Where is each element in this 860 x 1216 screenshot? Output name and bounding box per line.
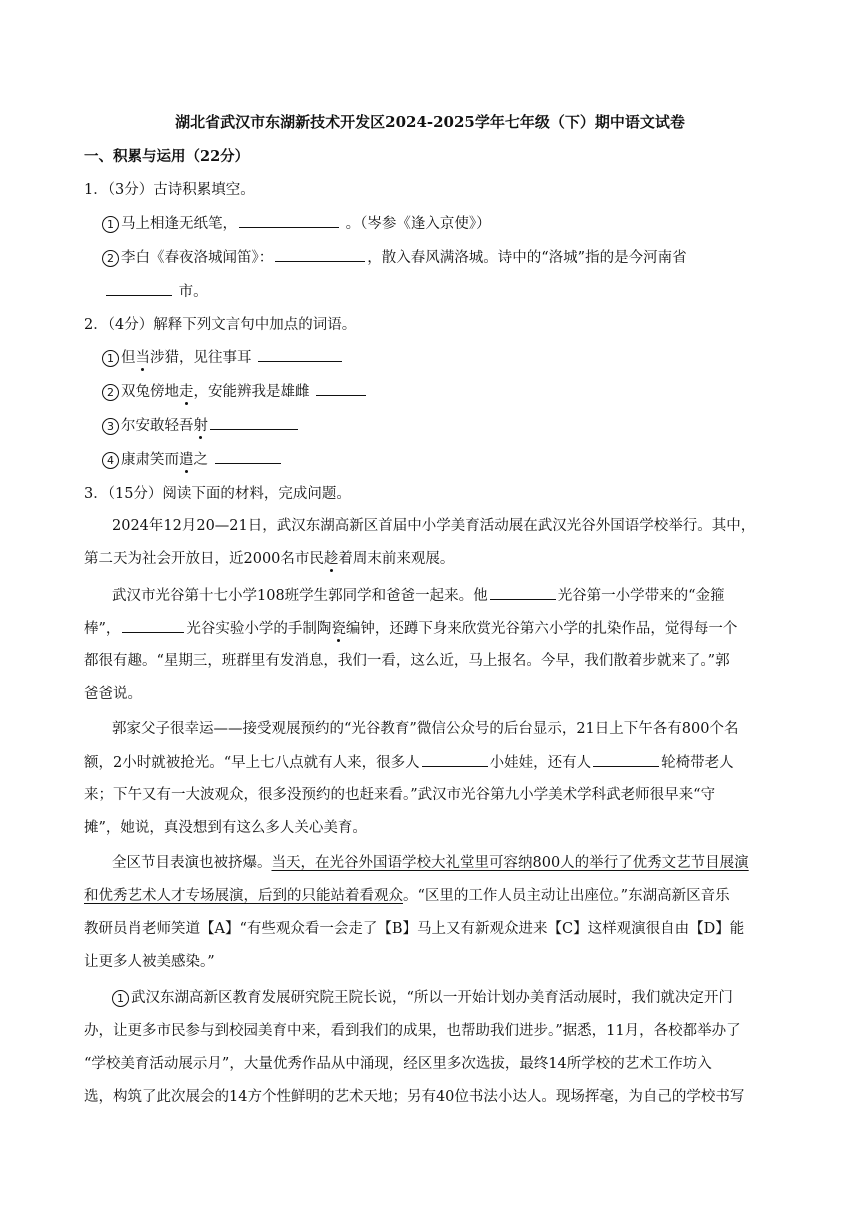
item-text: 尔安敢轻吾 [121,418,194,434]
answer-blank[interactable] [258,347,342,362]
paragraph-text: 光谷实验小学的手制陶 [186,621,332,637]
exam-title: 湖北省武汉市东湖新技术开发区2024-2025学年七年级（下）期中语文试卷 [175,113,685,131]
item-text: ，散入春风满洛城。诗中的“洛城”指的是今河南省 [367,250,687,266]
question-1-stem: 1．（3分）古诗积累填空。 [84,182,255,198]
paragraph-3-line: 来；下午又有一大波观众，很多没预约的也赶来看。”武汉市光谷第九小学美术学科武老师很早来“守 [84,787,716,803]
paragraph-4-line: 让更多人被美感染。” [84,954,215,970]
paragraph-text: 小娃娃，还有人 [489,755,592,771]
paragraph-text: 着周末前来观展。 [338,551,455,567]
dotted-word: 趁 [323,551,339,567]
answer-blank[interactable] [239,213,339,228]
paragraph-5-line: 办，让更多市民参与到校园美育中来，看到我们的成果，也帮助我们进步。”据悉，11月，各校都举办了 [84,1023,741,1039]
paragraph-5-line: “学校美育活动展示月”，大量优秀作品从中涌现，经区里多次选拔，最终14所学校的艺术工作坊入 [84,1056,712,1072]
paragraph-2-line: 爸爸说。 [84,686,142,702]
question-2-item-4 [102,449,283,470]
paragraph-3-line: 摊”，她说，真没想到有这么多人关心美育。 [84,820,367,836]
paragraph-1-line [84,549,454,569]
circled-number: 1 [112,990,129,1007]
paragraph-2-line: 都很有趣。“星期三，班群里有发消息，我们一看，这么近，马上报名。今早，我们散着步就来了。”郭 [84,653,730,669]
answer-blank[interactable] [490,585,556,600]
circled-number: 4 [102,452,119,469]
paragraph-2-line [84,618,737,639]
answer-blank[interactable] [422,752,488,767]
question-3-stem: 3．（15分）阅读下面的材料，完成问题。 [84,486,351,502]
item-text: 但 [121,350,136,366]
paragraph-4-line: 教研员肖老师笑道【A】“有些观众看一会走了【B】马上又有新观众进来【C】这样观演很自由【D】能 [84,921,745,937]
item-text: 涉猎，见往事耳 [150,350,252,366]
question-2-item-1 [102,347,344,368]
answer-blank[interactable] [275,247,365,262]
question-2-item-2 [102,381,368,402]
item-text: 双兔傍地 [121,384,179,400]
paragraph-text: 。“区里的工作人员主动让出座位。”东湖高新区音乐 [403,888,730,904]
item-text: 之 [193,452,208,468]
paragraph-text: 全区节目表演也被挤爆。 [112,855,272,871]
paragraph-text: 额，2小时就被抢光。“早上七八点就有人来，很多人 [84,755,420,771]
paragraph-4-line [84,886,730,906]
paragraph-text: 武汉市光谷第十七小学108班学生郭同学和爸爸一起来。他 [112,588,488,604]
item-text: 市。 [178,284,208,300]
circled-number: 1 [102,216,119,233]
dotted-word: 当 [135,350,150,366]
paragraph-text: 轮椅带老人 [661,755,734,771]
paragraph-3-line: 郭家父子很幸运——接受观展预约的“光谷教育”微信公众号的后台显示，21日上下午各有800个名 [112,721,739,737]
item-text: 马上相逢无纸笔， [121,216,237,232]
question-1-item-1 [102,213,491,234]
paragraph-text: 武汉东湖高新区教育发展研究院王院长说，“所以一开始计划办美育活动展时，我们就决定开门 [131,990,733,1006]
dotted-word: 走 [179,384,194,400]
circled-number: 1 [102,350,119,367]
answer-blank[interactable] [106,281,172,296]
question-2-stem: 2．（4分）解释下列文言句中加点的词语。 [84,317,357,333]
item-text: 。（岑参《逢入京使》） [345,216,491,232]
answer-blank[interactable] [215,449,281,464]
paragraph-5-line: 选，构筑了此次展会的14方个性鲜明的艺术天地；另有40位书法小达人。现场挥毫，为自己的学校书写 [84,1089,745,1105]
paragraph-text: 光谷第一小学带来的“金箍 [557,588,725,604]
underlined-sentence: 当天，在光谷外国语学校大礼堂里可容纳800人的举行了优秀文艺节目展演 [271,855,749,871]
item-text: ，安能辨我是雄雌 [193,384,310,400]
dotted-word: 射 [193,418,208,434]
paragraph-1-line: 2024年12月20—21日，武汉东湖高新区首届中小学美育活动展在武汉光谷外国语学校举行。其中， [112,518,756,534]
answer-blank[interactable] [122,618,184,633]
paragraph-4-line [112,853,749,873]
section-heading: 一、积累与运用（22分） [84,148,250,165]
paragraph-5-line [112,988,733,1008]
paragraph-text: 棒”， [84,621,121,637]
dotted-word: 瓷 [331,621,346,637]
question-1-item-2 [102,247,687,268]
answer-blank[interactable] [593,752,659,767]
paragraph-text: 编钟，还蹲下身来欣赏光谷第六小学的扎染作品，觉得每一个 [345,621,738,637]
item-text: 康肃笑而 [121,452,179,468]
answer-blank[interactable] [210,415,298,430]
question-2-item-3 [102,415,300,436]
answer-blank[interactable] [316,381,366,396]
item-text: 李白《春夜洛城闻笛》： [121,250,274,266]
dotted-word: 遣 [179,452,194,468]
circled-number: 2 [102,250,119,267]
paragraph-3-line [84,752,734,773]
paragraph-text: 第二天为社会开放日，近2000名市民 [84,551,324,567]
paragraph-2-line [112,585,725,606]
circled-number: 2 [102,384,119,401]
question-1-item-2-cont [104,281,208,302]
underlined-sentence: 和优秀艺术人才专场展演，后到的只能站着看观众 [84,888,403,904]
circled-number: 3 [102,418,119,435]
